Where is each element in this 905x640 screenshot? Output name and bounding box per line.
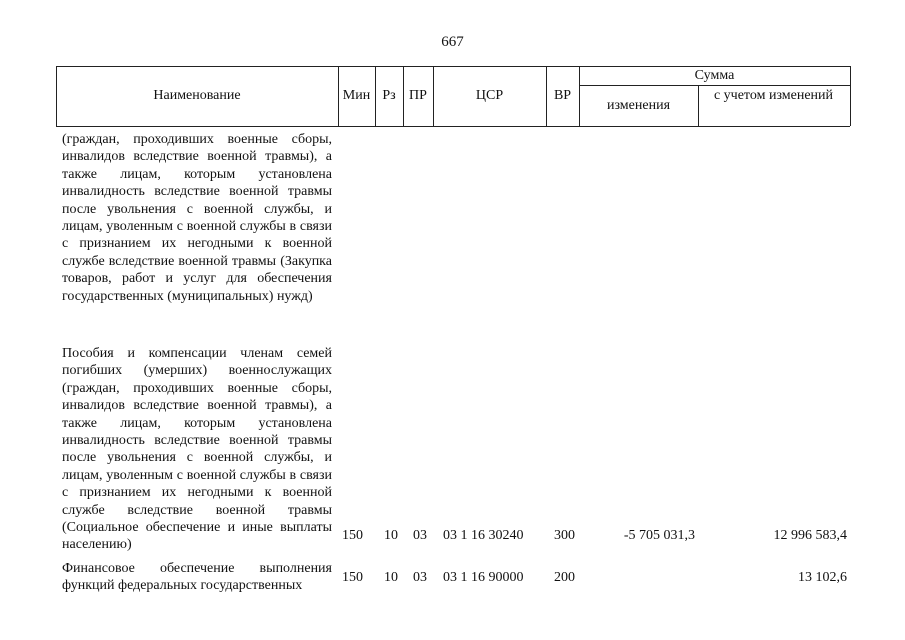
col-border xyxy=(850,66,851,126)
cell-csr: 03 1 16 30240 xyxy=(443,528,524,543)
header-rz: Рз xyxy=(382,88,396,103)
page-number: 667 xyxy=(441,34,464,50)
sum-divider xyxy=(579,85,850,86)
cell-with-change: 13 102,6 xyxy=(798,570,847,585)
header-vr: ВР xyxy=(553,88,572,103)
cell-pr: 03 xyxy=(413,570,427,585)
header-min: Мин xyxy=(342,88,371,103)
header-name: Наименование xyxy=(153,88,241,103)
header-with-change: с учетом изменений xyxy=(713,88,834,103)
row-description: Финансовое обеспечение выполнения функций федеральных государственных xyxy=(62,561,332,594)
cell-rz: 10 xyxy=(384,528,398,543)
header-top-border xyxy=(56,66,850,67)
row-description: Пособия и компенсации членам семей погибших (умерших) военнослужащих (граждан, проходивших военные сборы, инвалидов вследствие военной травмы), а также лицам, которым установлена инвалидность вследствие военной травмы после увольнения с военной службы, и лицам, уволенным с военной службы в связи с признанием их негодными к военной службе вследствие военной травмы (Социальное обеспечение и иные выплаты населению) xyxy=(62,346,332,553)
cell-min: 150 xyxy=(342,570,363,585)
cell-rz: 10 xyxy=(384,570,398,585)
cell-vr: 300 xyxy=(554,528,575,543)
header-change: изменения xyxy=(606,98,671,113)
cell-min: 150 xyxy=(342,528,363,543)
row-description: (граждан, проходивших военные сборы, инвалидов вследствие военной травмы), а также лицам, которым установлена инвалидность вследствие военной травмы после увольнения с военной службы, и лицам, уволенным с военной службы в связи с признанием их негодными к военной службе вследствие военной травмы (Закупка товаров, работ и услуг для обеспечения государственных (муниципальных) нужд) xyxy=(62,132,332,304)
cell-change: -5 705 031,3 xyxy=(623,528,695,543)
header-bottom-border xyxy=(56,126,850,127)
header-sum: Сумма xyxy=(694,68,735,83)
header-pr: ПР xyxy=(409,88,427,103)
cell-vr: 200 xyxy=(554,570,575,585)
cell-csr: 03 1 16 90000 xyxy=(443,570,524,585)
header-csr: ЦСР xyxy=(475,88,504,103)
col-border xyxy=(698,85,699,126)
table-header xyxy=(56,66,850,126)
cell-with-change: 12 996 583,4 xyxy=(773,528,847,543)
cell-pr: 03 xyxy=(413,528,427,543)
